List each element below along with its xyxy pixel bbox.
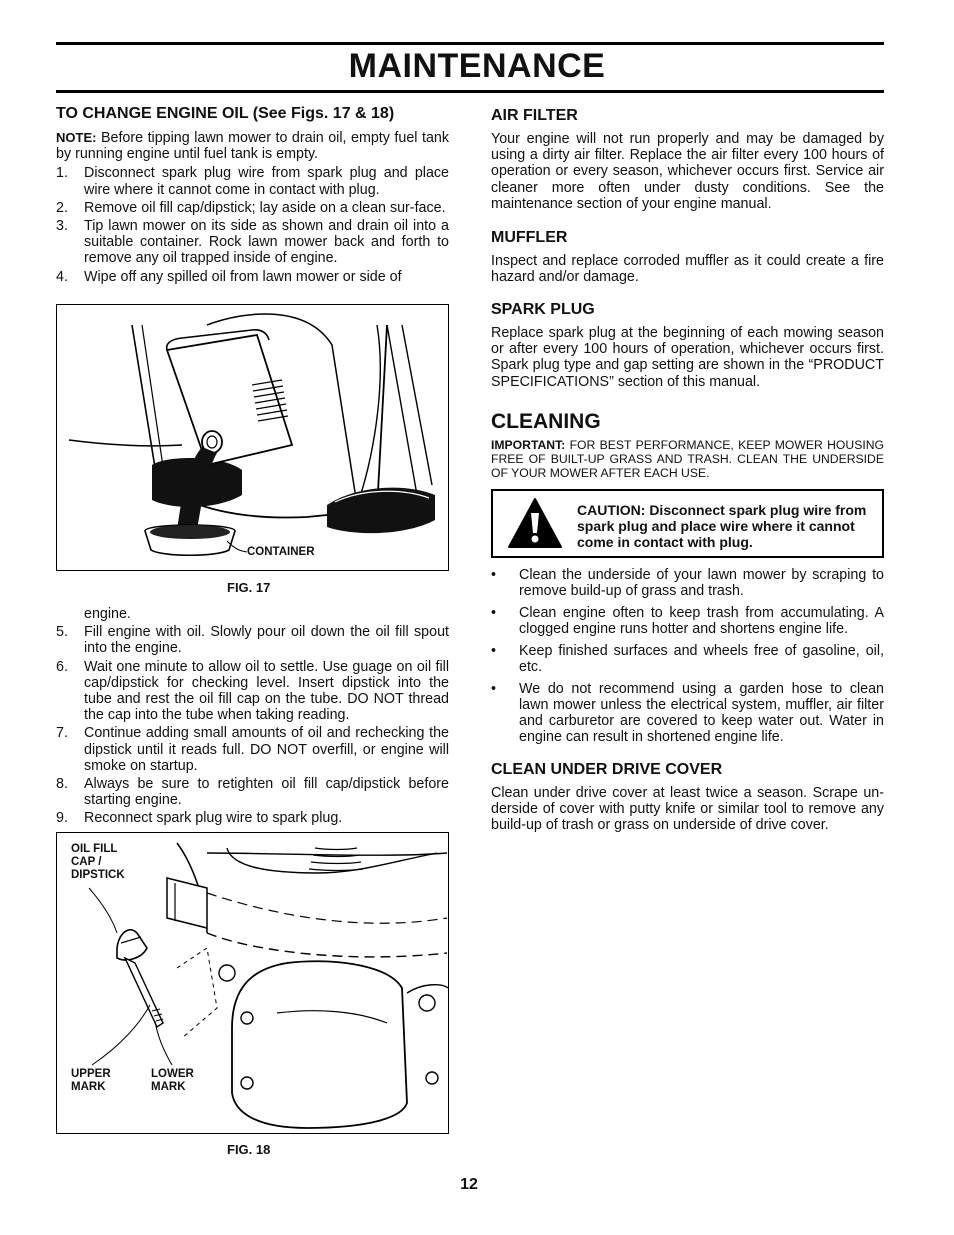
note-label: NOTE: xyxy=(56,130,97,145)
step-4-continued: engine. xyxy=(84,606,131,622)
bullet-dot-icon: • xyxy=(491,605,497,621)
step-number: 3. xyxy=(56,218,68,235)
fig-18-caption: FIG. 18 xyxy=(227,1142,271,1157)
bullet-item xyxy=(491,643,884,675)
step-item xyxy=(56,725,449,774)
caution-text: CAUTION: Disconnect spark plug wire from spark plug and place wire where it cannot come in contact with plug. xyxy=(577,502,867,550)
spark-plug-section xyxy=(491,300,884,390)
bullet-dot-icon: • xyxy=(491,643,497,659)
bullet-dot-icon: • xyxy=(491,681,497,697)
step-text: Wait one minute to allow oil to settle. Use guage on oil fill cap/dipstick for checking level. Insert dipstick into the tube and rest the oil fill cap on the tube. DO NOT thread the cap into the tube when taking reading. xyxy=(84,658,449,724)
title-rule xyxy=(56,90,884,93)
step-number: 9. xyxy=(56,810,68,827)
cleaning-bullets xyxy=(491,567,884,751)
muffler-heading: MUFFLER xyxy=(491,229,568,246)
container-label: CONTAINER xyxy=(247,546,315,558)
caution-box xyxy=(491,489,884,558)
step-text: Always be sure to retighten oil fill cap/dipstick before starting engine. xyxy=(84,776,449,809)
upper-mark-label: UPPER MARK xyxy=(71,1068,111,1093)
mower-draining-illustration xyxy=(57,305,448,570)
figure-18 xyxy=(56,832,449,1134)
step-number: 2. xyxy=(56,199,68,216)
spark-plug-text: Replace spark plug at the beginning of each mowing season or after every 100 hours of operation, whichever occurs first. Spark plug type and gap setting are shown in the “PRODUCT SPECIFICATIONS” section of this manual. xyxy=(491,325,884,390)
oil-fill-cap-label: OIL FILL CAP / DIPSTICK xyxy=(71,843,125,881)
oil-change-heading: TO CHANGE ENGINE OIL (See Figs. 17 & 18) xyxy=(56,105,395,122)
lower-mark-label: LOWER MARK xyxy=(151,1068,194,1093)
figure-17 xyxy=(56,304,449,571)
drive-cover-heading: CLEAN UNDER DRIVE COVER xyxy=(491,761,723,778)
bullet-text: Clean the underside of your lawn mower by scraping to remove build-up of grass and trash. xyxy=(519,567,884,599)
step-text: Fill engine with oil. Slowly pour oil down the oil fill spout into the engine. xyxy=(84,624,449,657)
fig-17-caption: FIG. 17 xyxy=(227,580,271,595)
bullet-item xyxy=(491,567,884,599)
bullet-text: We do not recommend using a garden hose to clean lawn mower unless the electrical system, muffler, air filter and carburetor are covered to keep water out. Water in engine can result in shortened engine life. xyxy=(519,681,884,745)
step-item xyxy=(56,624,449,656)
spark-plug-heading: SPARK PLUG xyxy=(491,301,595,318)
important-label: IMPORTANT: xyxy=(491,438,566,452)
step-number: 7. xyxy=(56,725,68,742)
step-item xyxy=(56,776,449,808)
air-filter-heading: AIR FILTER xyxy=(491,107,578,124)
cleaning-bullet-list xyxy=(491,567,884,745)
bullet-text: Keep finished surfaces and wheels free of gasoline, oil, etc. xyxy=(519,643,884,675)
important-text: FOR BEST PERFORMANCE, KEEP MOWER HOUSING FREE OF BUILT-UP GRASS AND TRASH. CLEAN THE UNDERSIDE OF YOUR MOWER AFTER EACH USE. xyxy=(491,438,884,481)
step-text: Wipe off any spilled oil from lawn mower or side of xyxy=(84,268,402,285)
air-filter-section xyxy=(491,106,884,212)
page-number: 12 xyxy=(460,1176,478,1193)
muffler-text: Inspect and replace corroded muffler as it could create a fire hazard and/or damage. xyxy=(491,253,884,286)
important-paragraph xyxy=(491,438,884,481)
step-number: 1. xyxy=(56,165,68,182)
warning-icon xyxy=(507,496,563,550)
bullet-dot-icon: • xyxy=(491,567,497,583)
step-text: Reconnect spark plug wire to spark plug. xyxy=(84,810,343,827)
drive-cover-text: Clean under drive cover at least twice a season. Scrape un-derside of cover with putty knife or similar tool to remove any build-up of trash or grass on underside of drive cover. xyxy=(491,785,884,834)
oil-change-section xyxy=(56,104,449,287)
page-title: MAINTENANCE xyxy=(348,47,606,85)
muffler-section xyxy=(491,228,884,285)
step-item xyxy=(56,269,449,285)
step-item xyxy=(56,218,449,267)
oil-change-continued xyxy=(56,606,449,829)
air-filter-text: Your engine will not run properly and may be damaged by using a dirty air filter. Replace the air filter every 100 hours of operation or every season, whichever occurs first. Service air cleaner more often under dusty conditions. See the maintenance section of your engine manual. xyxy=(491,131,884,212)
step-number: 5. xyxy=(56,624,68,641)
note-text: Before tipping lawn mower to drain oil, empty fuel tank by running engine until fuel tank is empty. xyxy=(56,130,449,163)
step-item xyxy=(56,810,449,826)
step-text: Remove oil fill cap/dipstick; lay aside on a clean sur-face. xyxy=(84,199,446,216)
cleaning-heading: CLEANING xyxy=(491,410,601,433)
step-item xyxy=(56,165,449,197)
bullet-text: Clean engine often to keep trash from accumulating. A clogged engine runs hotter and shortens engine life. xyxy=(519,605,884,637)
drive-cover-section xyxy=(491,760,884,834)
step-text: Tip lawn mower on its side as shown and drain oil into a suitable container. Rock lawn mower back and forth to remove any oil trapped inside of engine. xyxy=(84,218,449,267)
note-paragraph xyxy=(56,130,449,162)
bullet-item xyxy=(491,605,884,637)
step-text: Disconnect spark plug wire from spark plug and place wire where it cannot come in contact with plug. xyxy=(84,165,449,198)
bullet-item xyxy=(491,681,884,745)
step-item xyxy=(56,200,449,216)
step-number: 6. xyxy=(56,658,68,675)
cleaning-section xyxy=(491,410,884,481)
step-number: 4. xyxy=(56,268,68,285)
steps-list-2 xyxy=(56,624,449,826)
step-item xyxy=(56,659,449,724)
step-text: Continue adding small amounts of oil and rechecking the dipstick until it reads full. DO NOT overfill, or engine will smoke on startup. xyxy=(84,725,449,774)
steps-list-1 xyxy=(56,165,449,284)
step-number: 8. xyxy=(56,776,68,793)
